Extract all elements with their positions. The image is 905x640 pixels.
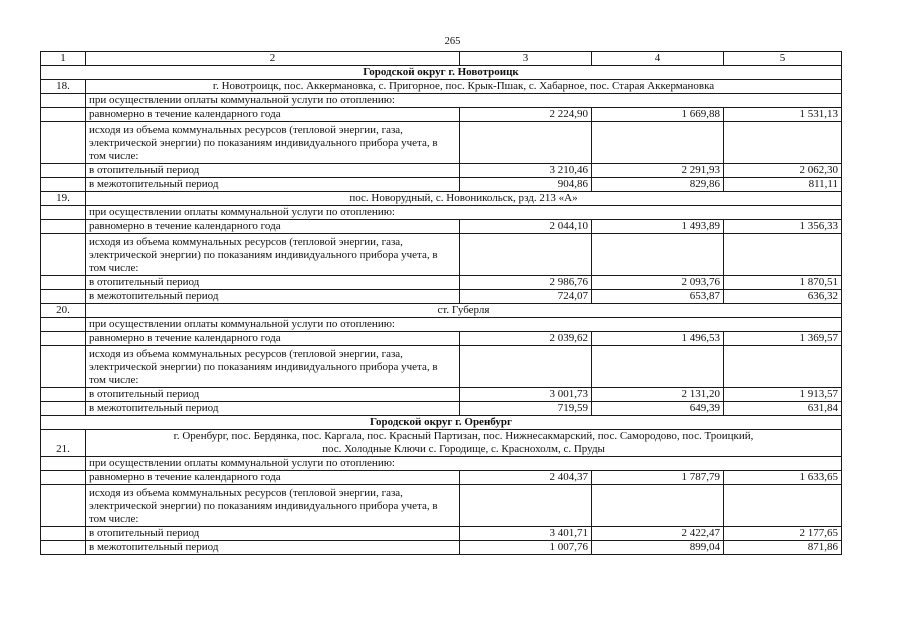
tariff-value-col5: 871,86 bbox=[724, 541, 842, 555]
locality-row bbox=[41, 304, 842, 318]
tariff-value-col4: 2 093,76 bbox=[592, 276, 724, 290]
empty-cell bbox=[460, 234, 592, 276]
empty-cell bbox=[724, 234, 842, 276]
payment-mode-label: при осуществлении оплаты коммунальной услуги по отоплению: bbox=[86, 206, 842, 220]
tariff-value-col4: 829,86 bbox=[592, 178, 724, 192]
tariff-value-row bbox=[41, 164, 842, 178]
payment-mode-label: при осуществлении оплаты коммунальной услуги по отоплению: bbox=[86, 318, 842, 332]
locality-names bbox=[86, 304, 842, 318]
empty-cell bbox=[592, 122, 724, 164]
tariff-value-col3: 3 001,73 bbox=[460, 388, 592, 402]
district-title: Городской округ г. Оренбург bbox=[41, 416, 842, 430]
empty-cell bbox=[724, 485, 842, 527]
tariff-value-col5: 2 177,65 bbox=[724, 527, 842, 541]
row-number: 21. bbox=[41, 430, 86, 457]
tariff-value-col5: 636,32 bbox=[724, 290, 842, 304]
district-header-row bbox=[41, 66, 842, 80]
tariff-value-col3: 1 007,76 bbox=[460, 541, 592, 555]
tariff-value-col5: 811,11 bbox=[724, 178, 842, 192]
tariff-description: равномерно в течение календарного года bbox=[86, 471, 460, 485]
column-header: 2 bbox=[86, 52, 460, 66]
empty-cell bbox=[41, 332, 86, 346]
tariff-value-col3: 2 986,76 bbox=[460, 276, 592, 290]
metering-mode-label: исходя из объема коммунальных ресурсов (тепловой энергии, газа, электрической энергии) по показаниям индивидуального прибора учета, в том числе: bbox=[86, 234, 460, 276]
payment-mode-label: при осуществлении оплаты коммунальной услуги по отоплению: bbox=[86, 94, 842, 108]
empty-cell bbox=[41, 276, 86, 290]
empty-cell bbox=[592, 234, 724, 276]
tariff-description: в межотопительный период bbox=[86, 541, 460, 555]
empty-cell bbox=[41, 122, 86, 164]
empty-cell bbox=[41, 318, 86, 332]
metering-mode-label: исходя из объема коммунальных ресурсов (тепловой энергии, газа, электрической энергии) по показаниям индивидуального прибора учета, в том числе: bbox=[86, 122, 460, 164]
column-header-row bbox=[41, 52, 842, 66]
empty-cell bbox=[460, 485, 592, 527]
metering-mode-row bbox=[41, 485, 842, 527]
metering-mode-row bbox=[41, 346, 842, 388]
tariff-value-row bbox=[41, 276, 842, 290]
payment-mode-row bbox=[41, 318, 842, 332]
payment-mode-row bbox=[41, 457, 842, 471]
empty-cell bbox=[41, 541, 86, 555]
tariff-value-col5: 1 356,33 bbox=[724, 220, 842, 234]
tariff-description: равномерно в течение календарного года bbox=[86, 332, 460, 346]
empty-cell bbox=[41, 346, 86, 388]
locality-names bbox=[86, 192, 842, 206]
tariff-description: в межотопительный период bbox=[86, 290, 460, 304]
empty-cell bbox=[41, 457, 86, 471]
payment-mode-label: при осуществлении оплаты коммунальной услуги по отоплению: bbox=[86, 457, 842, 471]
tariff-description: в отопительный период bbox=[86, 388, 460, 402]
tariff-value-col5: 1 369,57 bbox=[724, 332, 842, 346]
tariff-value-col4: 2 131,20 bbox=[592, 388, 724, 402]
tariff-value-col4: 899,04 bbox=[592, 541, 724, 555]
district-title: Городской округ г. Новотроицк bbox=[41, 66, 842, 80]
empty-cell bbox=[41, 290, 86, 304]
payment-mode-row bbox=[41, 206, 842, 220]
tariff-value-col4: 1 496,53 bbox=[592, 332, 724, 346]
tariff-value-col4: 1 787,79 bbox=[592, 471, 724, 485]
tariff-value-row bbox=[41, 332, 842, 346]
tariff-value-col4: 2 291,93 bbox=[592, 164, 724, 178]
tariff-value-col3: 3 210,46 bbox=[460, 164, 592, 178]
empty-cell bbox=[592, 346, 724, 388]
tariff-value-row bbox=[41, 178, 842, 192]
empty-cell bbox=[41, 164, 86, 178]
locality-names-line: г. Новотроицк, пос. Аккермановка, с. Пригорное, пос. Крык-Пшак, с. Хабарное, пос. Старая Аккермановка bbox=[212, 80, 715, 92]
tariff-value-row bbox=[41, 220, 842, 234]
tariff-description: в межотопительный период bbox=[86, 178, 460, 192]
tariff-value-col5: 1 913,57 bbox=[724, 388, 842, 402]
tariff-value-col3: 719,59 bbox=[460, 402, 592, 416]
tariff-description: в отопительный период bbox=[86, 164, 460, 178]
tariff-value-col3: 904,86 bbox=[460, 178, 592, 192]
locality-names-line: пос. Холодные Ключи с. Городище, с. Краснохолм, с. Пруды bbox=[322, 443, 605, 455]
metering-mode-row bbox=[41, 234, 842, 276]
column-header: 5 bbox=[724, 52, 842, 66]
locality-names bbox=[86, 80, 842, 94]
empty-cell bbox=[41, 485, 86, 527]
tariff-value-row bbox=[41, 402, 842, 416]
tariff-value-col3: 2 039,62 bbox=[460, 332, 592, 346]
tariff-value-row bbox=[41, 471, 842, 485]
column-header: 4 bbox=[592, 52, 724, 66]
tariff-value-col3: 2 224,90 bbox=[460, 108, 592, 122]
empty-cell bbox=[592, 485, 724, 527]
metering-mode-row bbox=[41, 122, 842, 164]
empty-cell bbox=[460, 346, 592, 388]
tariff-value-col4: 653,87 bbox=[592, 290, 724, 304]
empty-cell bbox=[41, 234, 86, 276]
tariff-value-col4: 2 422,47 bbox=[592, 527, 724, 541]
tariff-value-col5: 631,84 bbox=[724, 402, 842, 416]
metering-mode-label: исходя из объема коммунальных ресурсов (тепловой энергии, газа, электрической энергии) по показаниям индивидуального прибора учета, в том числе: bbox=[86, 346, 460, 388]
column-header: 3 bbox=[460, 52, 592, 66]
metering-mode-label: исходя из объема коммунальных ресурсов (тепловой энергии, газа, электрической энергии) по показаниям индивидуального прибора учета, в том числе: bbox=[86, 485, 460, 527]
empty-cell bbox=[41, 471, 86, 485]
locality-names-line: ст. Губерля bbox=[437, 304, 490, 316]
tariff-value-col3: 724,07 bbox=[460, 290, 592, 304]
row-number: 18. bbox=[41, 80, 86, 94]
tariff-value-col5: 1 633,65 bbox=[724, 471, 842, 485]
tariff-description: в межотопительный период bbox=[86, 402, 460, 416]
empty-cell bbox=[41, 220, 86, 234]
locality-names-line: пос. Новорудный, с. Новоникольск, рзд. 213 «А» bbox=[349, 192, 578, 204]
tariff-value-col5: 1 531,13 bbox=[724, 108, 842, 122]
tariff-description: в отопительный период bbox=[86, 527, 460, 541]
tariff-value-col5: 1 870,51 bbox=[724, 276, 842, 290]
empty-cell bbox=[41, 94, 86, 108]
payment-mode-row bbox=[41, 94, 842, 108]
tariff-description: равномерно в течение календарного года bbox=[86, 108, 460, 122]
district-header-row bbox=[41, 416, 842, 430]
locality-names bbox=[86, 430, 842, 457]
tariff-value-col3: 3 401,71 bbox=[460, 527, 592, 541]
empty-cell bbox=[41, 178, 86, 192]
tariff-value-row bbox=[41, 541, 842, 555]
empty-cell bbox=[41, 388, 86, 402]
tariff-value-row bbox=[41, 527, 842, 541]
tariff-value-row bbox=[41, 108, 842, 122]
row-number: 20. bbox=[41, 304, 86, 318]
tariff-value-col3: 2 044,10 bbox=[460, 220, 592, 234]
locality-row bbox=[41, 192, 842, 206]
tariff-value-col5: 2 062,30 bbox=[724, 164, 842, 178]
tariff-value-row bbox=[41, 388, 842, 402]
tariff-value-col3: 2 404,37 bbox=[460, 471, 592, 485]
empty-cell bbox=[41, 108, 86, 122]
tariff-table-body bbox=[41, 52, 842, 555]
empty-cell bbox=[724, 122, 842, 164]
column-header: 1 bbox=[41, 52, 86, 66]
tariff-value-col4: 1 493,89 bbox=[592, 220, 724, 234]
empty-cell bbox=[41, 527, 86, 541]
tariff-value-col4: 1 669,88 bbox=[592, 108, 724, 122]
empty-cell bbox=[41, 402, 86, 416]
empty-cell bbox=[724, 346, 842, 388]
row-number: 19. bbox=[41, 192, 86, 206]
tariff-description: в отопительный период bbox=[86, 276, 460, 290]
empty-cell bbox=[41, 206, 86, 220]
tariff-description: равномерно в течение календарного года bbox=[86, 220, 460, 234]
page-number: 265 bbox=[444, 36, 461, 47]
tariff-value-row bbox=[41, 290, 842, 304]
locality-names-line: г. Оренбург, пос. Бердянка, пос. Каргала, пос. Красный Партизан, пос. Нижнесакмарский, пос. Самородово, пос. Троицкий, bbox=[173, 430, 754, 442]
empty-cell bbox=[460, 122, 592, 164]
locality-row bbox=[41, 430, 842, 457]
locality-row bbox=[41, 80, 842, 94]
tariff-value-col4: 649,39 bbox=[592, 402, 724, 416]
tariff-table bbox=[40, 51, 842, 555]
